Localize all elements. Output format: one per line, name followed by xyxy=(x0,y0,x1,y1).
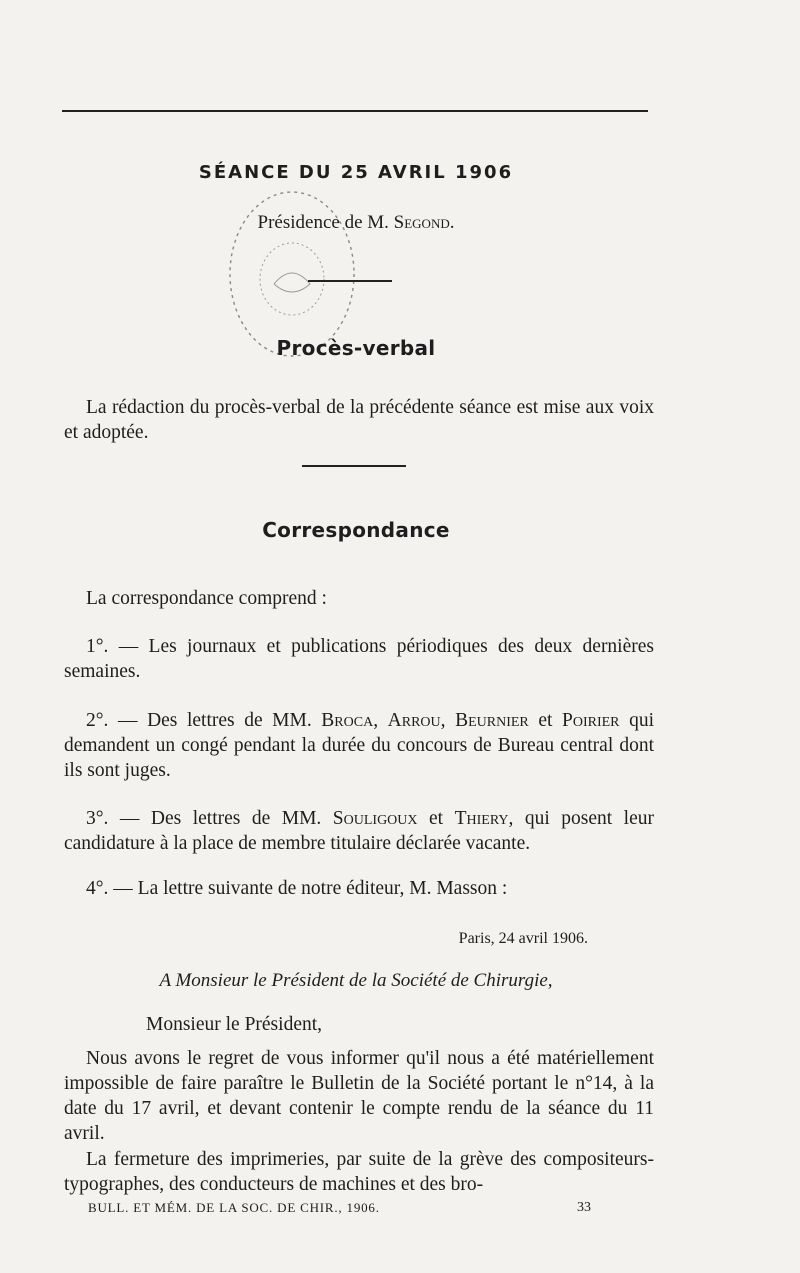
correspondance-heading: Correspondance xyxy=(262,518,450,542)
letter-address: A Monsieur le Président de la Société de Chirurgie, xyxy=(159,970,553,991)
name-souligoux: Souligoux xyxy=(332,808,418,829)
session-title: SÉANCE DU 25 AVRIL 1906 xyxy=(198,162,514,183)
separator: , xyxy=(373,710,388,731)
divider-rule xyxy=(308,280,392,282)
letter-paragraph-1: Nous avons le regret de vous informer qu'il nous a été matériellement impossible de faire paraître le Bulletin de la Société portant le n°14, à la date du 17 avril, et devant contenir le compte rendu de la séance du 11 avril. xyxy=(64,1048,654,1144)
item-2-end: qui demandent un congé pendant la durée du concours de Bureau central dont ils sont juges. xyxy=(64,710,655,781)
name-thiery: Thiery xyxy=(454,808,509,829)
separator: et xyxy=(528,710,562,731)
item-3-end: , qui posent leur candidature à la place de membre titulaire déclarée vacante. xyxy=(64,808,655,854)
correspondance-intro: La correspondance comprend : xyxy=(86,588,327,609)
running-footer: BULL. ET MÉM. DE LA SOC. DE CHIR., 1906. xyxy=(88,1200,380,1215)
presidency-suffix: . xyxy=(449,212,455,233)
proces-verbal-heading: Procès-verbal xyxy=(276,336,436,360)
proces-verbal-text: La rédaction du procès-verbal de la précédente séance est mise aux voix et adoptée. xyxy=(64,397,654,443)
correspondance-item-1: 1°. — Les journaux et publications périodiques des deux dernières semaines. xyxy=(64,636,654,682)
letter-salutation: Monsieur le Président, xyxy=(146,1014,323,1035)
separator: , xyxy=(440,710,456,731)
letter-paragraph-2: La fermeture des imprimeries, par suite de la grève des compositeurs-typographes, des conducteurs de machines et des bro- xyxy=(64,1149,654,1195)
divider-rule xyxy=(302,465,406,467)
name-poirier: Poirier xyxy=(562,710,620,731)
name-arrou: Arrou xyxy=(387,710,441,731)
item-3-start: 3°. — Des lettres de MM. xyxy=(86,808,333,829)
president-name: Segond xyxy=(393,212,450,233)
presidency-prefix: Présidence de M. xyxy=(257,212,394,233)
name-beurnier: Beurnier xyxy=(455,710,529,731)
page-number: 33 xyxy=(577,1200,591,1215)
item-2-start: 2°. — Des lettres de MM. xyxy=(86,710,322,731)
correspondance-item-3 xyxy=(64,806,654,856)
correspondance-item-2 xyxy=(64,708,654,783)
name-broca: Broca xyxy=(321,710,374,731)
letter-dateline: Paris, 24 avril 1906. xyxy=(458,930,588,947)
top-rule xyxy=(62,110,648,112)
separator: et xyxy=(417,808,455,829)
correspondance-item-4: 4°. — La lettre suivante de notre éditeur, M. Masson : xyxy=(86,878,508,899)
